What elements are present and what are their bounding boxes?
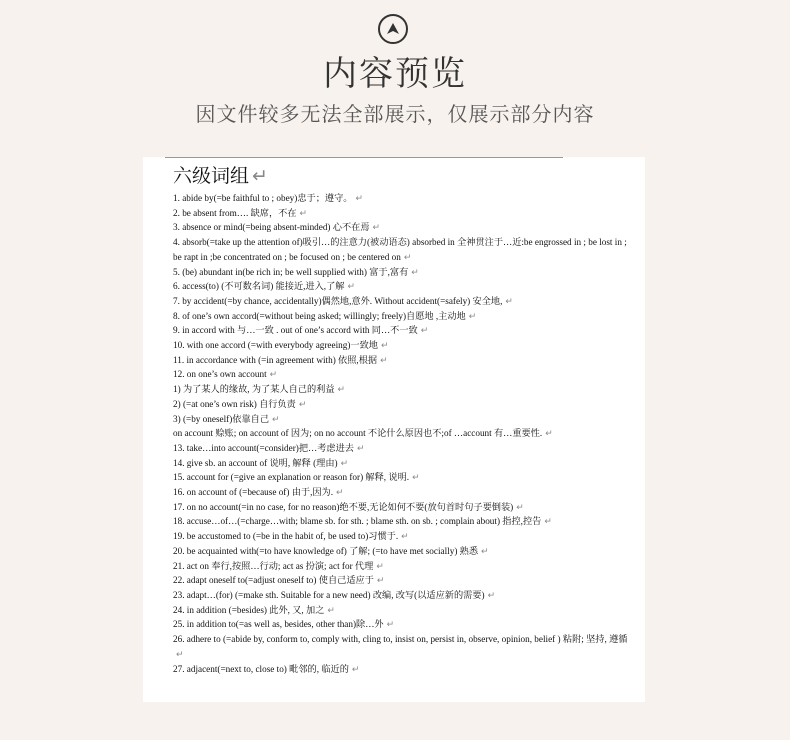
document-line: 2. be absent from…. 缺席，不在 ↵ [173, 207, 308, 218]
document-line: 19. be accustomed to (=be in the habit of, be used to)习惯于. ↵ [173, 531, 409, 542]
document-line: 4. absorb(=take up the attention of)吸引…的注意力(被动语态) absorbed in 全神贯注于…近:be engrossed in ; be lost in ; be rapt in ;be concentrated on ; be focused on ; be centered on ↵ [173, 237, 627, 262]
divider [165, 157, 563, 158]
document-line: 10. with one accord (=with everybody agreeing)一致地 ↵ [173, 340, 389, 351]
document-line: 1. abide by(=be faithful to ; obey)忠于；遵守。 ↵ [173, 193, 364, 203]
document-line: 5. (be) abundant in(be rich in; be well supplied with) 富于,富有 ↵ [173, 266, 419, 277]
document-line: 26. adhere to (=abide by, conform to, comply with, cling to, insist on, persist in, observe, opinion, belief ) 粘附; 坚持, 遵循↵ [173, 634, 628, 659]
page-subtitle: 因文件较多无法全部展示，仅展示部分内容 [195, 102, 595, 126]
document-line: 24. in addition (=besides) 此外, 又, 加之 ↵ [173, 604, 336, 615]
document-line: 1) 为了某人的缘故, 为了某人自己的利益 ↵ [173, 384, 346, 395]
document-body [173, 163, 633, 676]
document-line: 27. adjacent(=next to, close to) 毗邻的, 临近的 ↵ [173, 663, 360, 674]
document-line: 13. take…into account(=consider)把…考虑进去 ↵ [173, 442, 365, 453]
document-line: 11. in accordance with (=in agreement with) 依照,根据 ↵ [173, 354, 388, 365]
document-line: 17. on no account(=in no case, for no reason)绝不要,无论如何不要(放句首时句子要倒装) ↵ [173, 501, 524, 512]
document-line: 22. adapt oneself to(=adjust oneself to) 使自己适应于 ↵ [173, 575, 385, 586]
document-preview [143, 157, 645, 702]
document-line: 20. be acquainted with(=to have knowledge of) 了解; (=to have met socially) 熟悉 ↵ [173, 545, 489, 556]
document-line: 7. by accident(=by chance, accidentally)偶然地,意外. Without accident(=safely) 安全地, ↵ [173, 295, 514, 306]
document-line: 25. in addition to(=as well as, besides, other than)除…外 ↵ [173, 619, 395, 630]
document-line: 6. access(to) (不可数名词) 能接近,进入,了解 ↵ [173, 281, 356, 292]
document-line: 3. absence or mind(=being absent-minded) 心不在焉 ↵ [173, 222, 381, 233]
document-line: 18. accuse…of…(=charge…with; blame sb. for sth. ; blame sth. on sb. ; complain about) 指控,控告 ↵ [173, 516, 553, 527]
document-line: 8. of one’s own accord(=without being asked; willingly; freely)自愿地 ,主动地 ↵ [173, 310, 477, 321]
document-line: 16. on account of (=because of) 由于,因为. ↵ [173, 487, 344, 498]
document-title: 六级词组 ↵ [173, 165, 268, 187]
document-line: 12. on one’s own account ↵ [173, 369, 278, 380]
document-line: 21. act on 奉行,按照…行动; act as 扮演; act for 代理 ↵ [173, 560, 385, 571]
document-line: 14. give sb. an account of 说明, 解释 (理由) ↵ [173, 457, 349, 468]
chevron-up-circle-icon[interactable] [378, 14, 408, 44]
document-line: 3) (=by oneself)依靠自己 ↵ [173, 413, 280, 424]
document-line: 2) (=at one’s own risk) 自行负责 ↵ [173, 398, 307, 409]
document-line: on account 赊账; on account of 因为; on no account 不论什么原因也不;of …account 有…重要性. ↵ [173, 428, 553, 439]
page-title: 内容预览 [323, 54, 467, 94]
document-line: 15. account for (=give an explanation or reason for) 解释, 说明. ↵ [173, 472, 420, 483]
document-line: 23. adapt…(for) (=make sth. Suitable for a new need) 改编, 改写(以适应新的需要) ↵ [173, 589, 496, 600]
document-line: 9. in accord with 与…一致 . out of one’s accord with 同…不一致 ↵ [173, 325, 429, 336]
document-lines [173, 191, 633, 676]
chevron-up-icon [385, 21, 401, 37]
